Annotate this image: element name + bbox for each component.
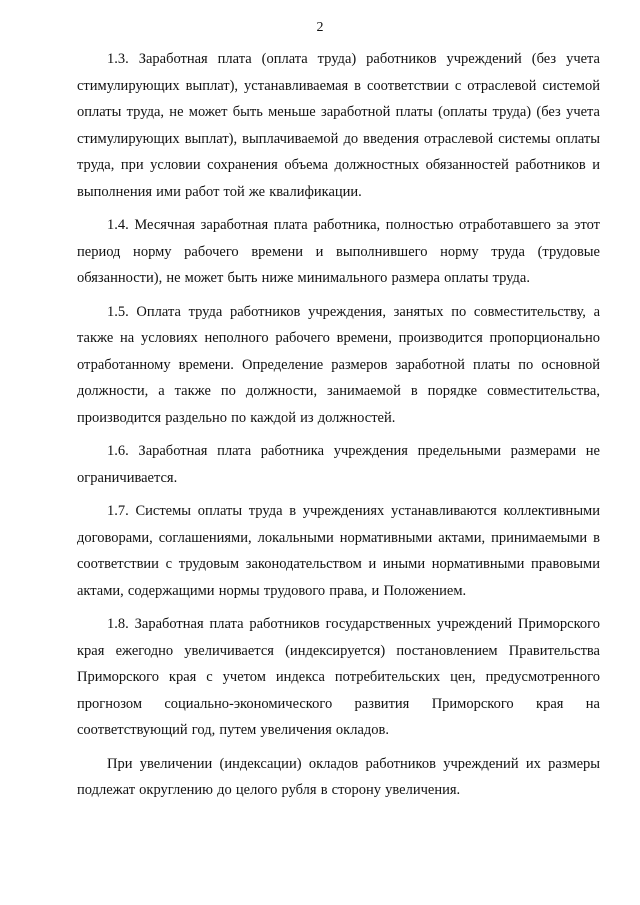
document-body xyxy=(77,46,600,811)
paragraph-1-6: 1.6. Заработная плата работника учреждения предельными размерами не ограничивается. xyxy=(77,443,600,486)
paragraph-1-3: 1.3. Заработная плата (оплата труда) работников учреждений (без учета стимулирующих выплат), устанавливаемая в соответствии с отраслевой системой оплаты труда, не может быть меньше заработной платы (оплаты труда) (без учета стимулирующих выплат), выплачиваемой до введения отраслевой системы оплаты труда, при условии сохранения объема должностных обязанностей работников и выполнения ими работ той же квалификации. xyxy=(77,51,600,200)
paragraph-1-8: 1.8. Заработная плата работников государственных учреждений Приморского края ежегодно увеличивается (индексируется) постановлением Правительства Приморского края с учетом индекса потребительских цен, предусмотренного прогнозом социально-экономического развития Приморского края на соответствующий год, путем увеличения окладов. xyxy=(77,616,600,738)
paragraph-indexation-rounding: При увеличении (индексации) окладов работников учреждений их размеры подлежат округлению до целого рубля в сторону увеличения. xyxy=(77,755,600,798)
page-number: 2 xyxy=(316,20,324,35)
paragraph-1-4: 1.4. Месячная заработная плата работника, полностью отработавшего за этот период норму рабочего времени и выполнившего норму труда (трудовые обязанности), не может быть ниже минимального размера оплаты труда. xyxy=(77,217,600,286)
paragraph-1-7: 1.7. Системы оплаты труда в учреждениях устанавливаются коллективными договорами, соглашениями, локальными нормативными актами, принимаемыми в соответствии с трудовым законодательством и иными нормативными правовыми актами, содержащими нормы трудового права, и Положением. xyxy=(77,503,600,599)
paragraph-1-5: 1.5. Оплата труда работников учреждения, занятых по совместительству, а также на условиях неполного рабочего времени, производится пропорционально отработанному времени. Определение размеров заработной платы по основной должности, а также по должности, занимаемой в порядке совместительства, производится раздельно по каждой из должностей. xyxy=(77,303,600,426)
